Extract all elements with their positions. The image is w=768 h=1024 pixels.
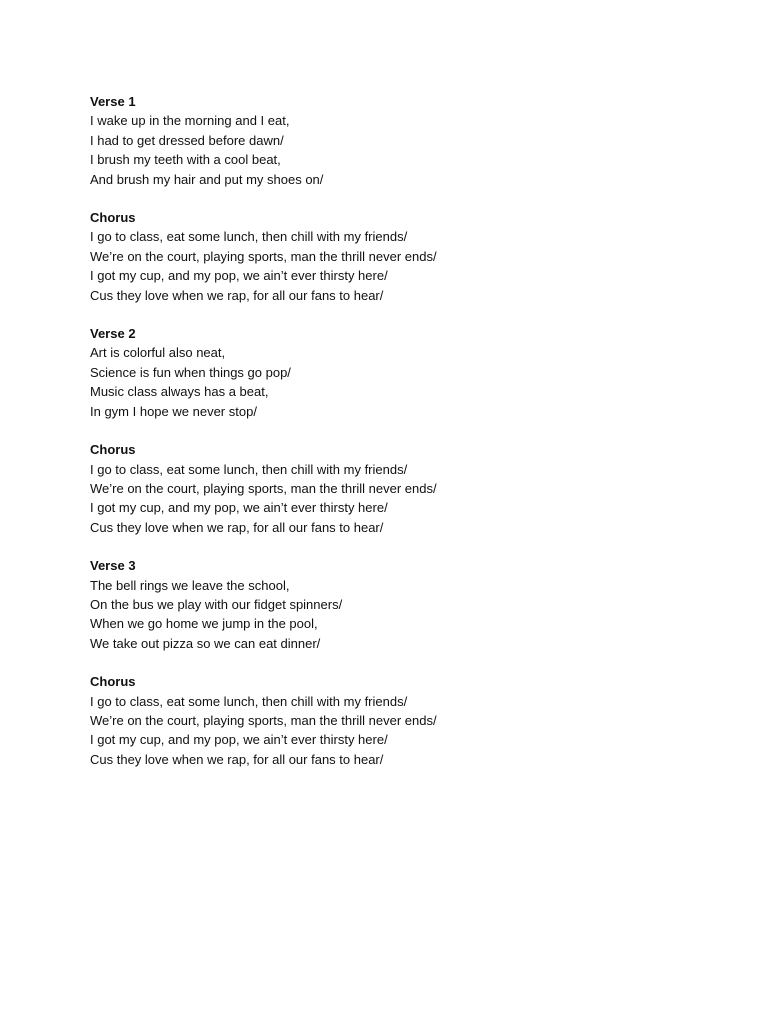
lyric-line: Cus they love when we rap, for all our fans to hear/ xyxy=(90,519,384,535)
section-heading: Chorus xyxy=(90,442,136,458)
section-heading: Verse 2 xyxy=(90,326,136,342)
lyric-line: We take out pizza so we can eat dinner/ xyxy=(90,635,321,651)
lyric-line: Science is fun when things go pop/ xyxy=(90,364,291,380)
lyric-line: I go to class, eat some lunch, then chill with my friends/ xyxy=(90,229,408,245)
section-chorus-2 xyxy=(90,440,730,537)
lyric-line: I got my cup, and my pop, we ain’t ever thirsty here/ xyxy=(90,732,388,748)
lyric-line: We’re on the court, playing sports, man the thrill never ends/ xyxy=(90,248,437,264)
lyric-line: I got my cup, and my pop, we ain’t ever thirsty here/ xyxy=(90,268,388,284)
lyric-line: I brush my teeth with a cool beat, xyxy=(90,152,281,168)
document-page xyxy=(90,92,730,788)
lyric-line: Music class always has a beat, xyxy=(90,384,269,400)
lyric-line: And brush my hair and put my shoes on/ xyxy=(90,171,324,187)
lyric-line: When we go home we jump in the pool, xyxy=(90,616,318,632)
section-chorus-1 xyxy=(90,208,730,305)
section-verse-1 xyxy=(90,92,730,189)
section-heading: Verse 3 xyxy=(90,558,136,574)
section-verse-3 xyxy=(90,556,730,653)
section-heading: Chorus xyxy=(90,674,136,690)
lyric-line: Cus they love when we rap, for all our fans to hear/ xyxy=(90,287,384,303)
lyric-line: Cus they love when we rap, for all our fans to hear/ xyxy=(90,751,384,767)
lyric-line: Art is colorful also neat, xyxy=(90,345,226,361)
lyric-line: In gym I hope we never stop/ xyxy=(90,403,257,419)
lyric-line: The bell rings we leave the school, xyxy=(90,577,290,593)
lyric-line: I got my cup, and my pop, we ain’t ever thirsty here/ xyxy=(90,500,388,516)
lyric-line: I wake up in the morning and I eat, xyxy=(90,113,290,129)
lyric-line: I go to class, eat some lunch, then chill with my friends/ xyxy=(90,461,408,477)
section-heading: Verse 1 xyxy=(90,94,136,109)
lyric-line: We’re on the court, playing sports, man the thrill never ends/ xyxy=(90,480,437,496)
section-heading: Chorus xyxy=(90,210,136,226)
lyric-line: On the bus we play with our fidget spinners/ xyxy=(90,596,343,612)
lyric-line: We’re on the court, playing sports, man the thrill never ends/ xyxy=(90,712,437,728)
section-chorus-3 xyxy=(90,672,730,769)
lyric-line: I go to class, eat some lunch, then chill with my friends/ xyxy=(90,693,408,709)
lyric-line: I had to get dressed before dawn/ xyxy=(90,132,284,148)
section-verse-2 xyxy=(90,324,730,421)
